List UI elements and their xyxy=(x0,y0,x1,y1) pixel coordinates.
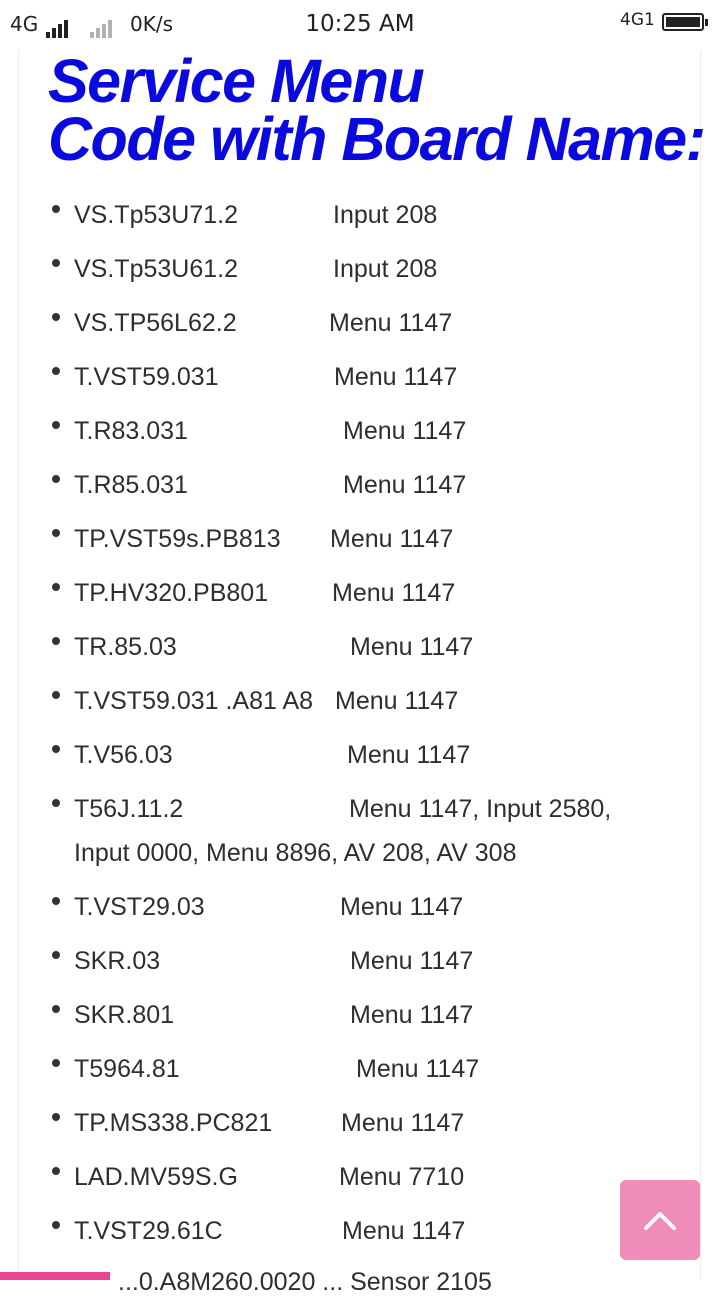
partial-list-item: ...0.A8M260.0020 ... Sensor 2105 xyxy=(118,1268,492,1296)
bullet-icon xyxy=(52,583,60,591)
bullet-icon xyxy=(52,313,60,321)
content-border-right xyxy=(700,50,701,1280)
bullet-icon xyxy=(52,1167,60,1175)
network-type-left: 4G xyxy=(10,12,39,36)
data-speed: 0K/s xyxy=(130,12,173,36)
service-code: Menu 1147 xyxy=(347,741,471,769)
board-name: LAD.MV59S.G xyxy=(74,1163,238,1191)
board-name: TP.VST59s.PB813 xyxy=(74,525,281,553)
bullet-icon xyxy=(52,205,60,213)
bullet-icon xyxy=(52,745,60,753)
bottom-tab-indicator[interactable] xyxy=(0,1272,110,1280)
service-code: Menu 1147 xyxy=(332,579,456,607)
bullet-icon xyxy=(52,421,60,429)
service-code: Menu 1147 xyxy=(330,525,454,553)
board-name: VS.Tp53U61.2 xyxy=(74,255,238,283)
board-name: T.VST29.03 xyxy=(74,893,205,921)
service-code: Menu 1147 xyxy=(343,417,467,445)
service-code: Menu 1147 xyxy=(342,1217,466,1245)
service-code: Menu 1147 xyxy=(343,471,467,499)
board-name: T.VST59.031 xyxy=(74,363,219,391)
chevron-up-icon xyxy=(640,1202,680,1238)
board-name: T.R83.031 xyxy=(74,417,188,445)
board-name: SKR.03 xyxy=(74,947,161,975)
board-name: VS.Tp53U71.2 xyxy=(74,201,238,229)
bullet-icon xyxy=(52,1059,60,1067)
bullet-icon xyxy=(52,897,60,905)
scroll-to-top-button[interactable] xyxy=(620,1180,700,1260)
service-code: Menu 1147 xyxy=(329,309,453,337)
bullet-icon xyxy=(52,259,60,267)
board-name: T.VST59.031 .A81 A8 xyxy=(74,687,314,715)
clock: 10:25 AM xyxy=(305,11,415,37)
board-name: VS.TP56L62.2 xyxy=(74,309,237,337)
service-code: Menu 1147 xyxy=(350,633,474,661)
board-name: T.R85.031 xyxy=(74,471,188,499)
board-name: T.V56.03 xyxy=(74,741,173,769)
heading-line-1: Service Menu xyxy=(48,47,424,115)
service-code: Menu 1147 xyxy=(350,1001,474,1029)
network-type-right: 4G1 xyxy=(620,10,655,30)
bullet-icon xyxy=(52,799,60,807)
board-name: SKR.801 xyxy=(74,1001,175,1029)
bullet-icon xyxy=(52,367,60,375)
heading-line-2: Code with Board Name: xyxy=(48,105,705,173)
service-code-continuation: Input 0000, Menu 8896, AV 208, AV 308 xyxy=(74,839,517,867)
bullet-icon xyxy=(52,1221,60,1229)
board-name: T5964.81 xyxy=(74,1055,180,1083)
bullet-icon xyxy=(52,637,60,645)
battery-level xyxy=(666,17,700,27)
service-code: Input 208 xyxy=(333,201,438,229)
service-code: Menu 1147 xyxy=(334,363,458,391)
battery-icon xyxy=(662,13,704,31)
board-name: TP.MS338.PC821 xyxy=(74,1109,273,1137)
service-code: Menu 1147, Input 2580, xyxy=(349,795,612,823)
bullet-icon xyxy=(52,951,60,959)
page-heading xyxy=(48,47,708,173)
board-name: TP.HV320.PB801 xyxy=(74,579,269,607)
content-border-left xyxy=(18,50,19,1280)
service-code: Menu 1147 xyxy=(350,947,474,975)
board-name: T56J.11.2 xyxy=(74,795,184,823)
bullet-icon xyxy=(52,1005,60,1013)
board-name: TR.85.03 xyxy=(74,633,177,661)
service-code: Menu 1147 xyxy=(335,687,459,715)
service-code: Input 208 xyxy=(333,255,438,283)
bullet-icon xyxy=(52,475,60,483)
board-name: T.VST29.61C xyxy=(74,1217,223,1245)
service-code: Menu 7710 xyxy=(339,1163,465,1191)
status-bar xyxy=(0,0,720,50)
bullet-icon xyxy=(52,529,60,537)
service-code: Menu 1147 xyxy=(341,1109,465,1137)
bullet-icon xyxy=(52,691,60,699)
service-code: Menu 1147 xyxy=(356,1055,480,1083)
bullet-icon xyxy=(52,1113,60,1121)
service-code: Menu 1147 xyxy=(340,893,464,921)
